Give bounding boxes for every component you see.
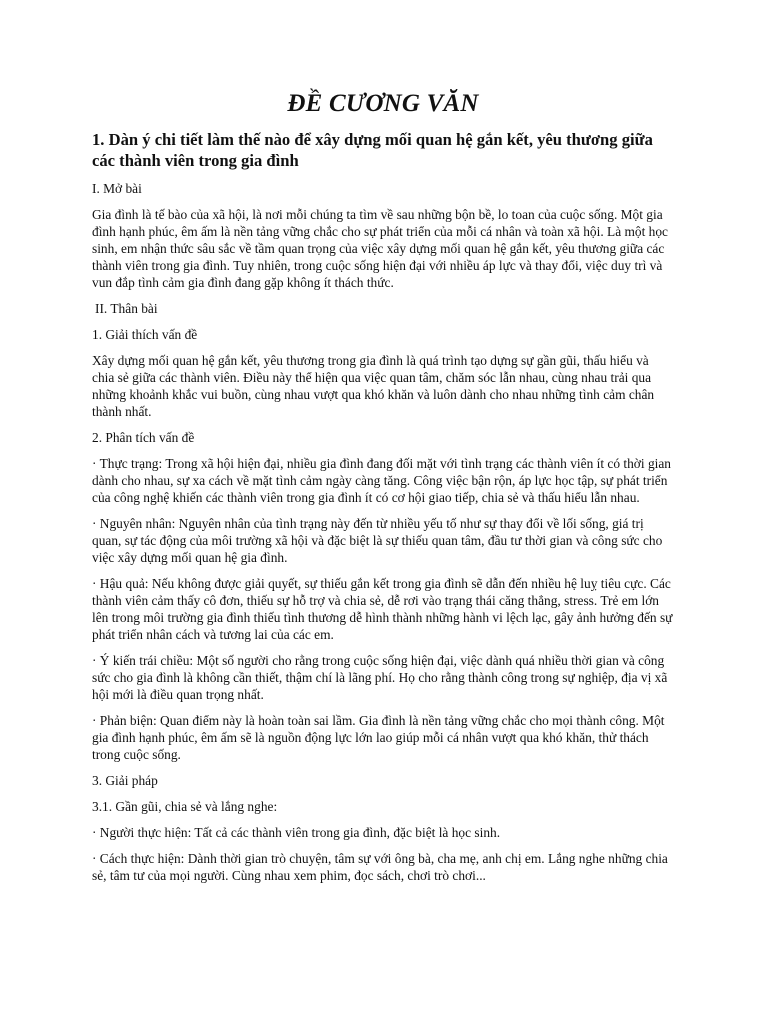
paragraph-intro: Gia đình là tế bào của xã hội, là nơi mỗi chúng ta tìm về sau những bộn bề, lo toan của cuộc sống. Một gia đình hạnh phúc, êm ấm là nền tảng vững chắc cho sự phát triển của mỗi cá nhân và toàn xã hội. Là một học sinh, em nhận thức sâu sắc về tầm quan trọng của việc xây dựng mối quan hệ gắn kết, yêu thương giữa các thành viên trong gia đình. Tuy nhiên, trong cuộc sống hiện đại với nhiều áp lực và thay đổi, việc duy trì và vun đắp tình cảm gia đình đang gặp không ít thách thức. [92,207,668,290]
paragraph-rebuttal: · Phản biện: Quan điểm này là hoàn toàn sai lầm. Gia đình là nền tảng vững chắc cho mọi thành công. Một gia đình hạnh phúc, êm ấm sẽ là nguồn động lực lớn lao giúp mỗi cá nhân vượt qua khó khăn, thử thách trong cuộc sống. [92,713,665,762]
subsection-label-explain: 1. Giải thích vấn đề [92,327,198,342]
subsection-label-analysis: 2. Phân tích vấn đề [92,430,195,445]
document-page [92,84,674,893]
paragraph-who: · Người thực hiện: Tất cả các thành viên trong gia đình, đặc biệt là học sinh. [92,825,501,840]
paragraph-consequences: · Hậu quả: Nếu không được giải quyết, sự thiếu gắn kết trong gia đình sẽ dẫn đến nhiều hệ luỵ tiêu cực. Các thành viên cảm thấy cô đơn, thiếu sự hỗ trợ và chia sẻ, dễ rơi vào trạng thái căng thẳng, stress. Trẻ em lớn lên trong môi trường gia đình thiếu tình thương dễ hình thành những hành vi lệch lạc, gây ảnh hưởng đến sự phát triển nhân cách và tương lai của các em. [92,576,673,642]
paragraph-opposing-view: · Ý kiến trái chiều: Một số người cho rằng trong cuộc sống hiện đại, việc dành quá nhiều thời gian và công sức cho gia đình là không cần thiết, thậm chí là lãng phí. Họ cho rằng thành công trong sự nghiệp, địa vị xã hội mới là điều quan trọng nhất. [92,653,668,702]
section-heading: 1. Dàn ý chi tiết làm thế nào để xây dựng mối quan hệ gắn kết, yêu thương giữa các thành viên trong gia đình [92,130,653,170]
document-title: ĐỀ CƯƠNG VĂN [287,90,479,117]
subsection-label-solution: 3. Giải pháp [92,773,158,788]
paragraph-explain: Xây dựng mối quan hệ gắn kết, yêu thương trong gia đình là quá trình tạo dựng sự gần gũi, thấu hiểu và chia sẻ giữa các thành viên. Điều này thể hiện qua việc quan tâm, chăm sóc lẫn nhau, cùng nhau trải qua những khoảnh khắc vui buồn, cùng nhau vượt qua khó khăn và luôn dành cho nhau những tình cảm chân thành nhất. [92,353,655,419]
paragraph-how: · Cách thực hiện: Dành thời gian trò chuyện, tâm sự với ông bà, cha mẹ, anh chị em. Lắng nghe những chia sẻ, tâm tư của mọi người. Cùng nhau xem phim, đọc sách, chơi trò chơi... [92,851,668,883]
section-label-intro: I. Mở bài [92,181,142,196]
paragraph-causes: · Nguyên nhân: Nguyên nhân của tình trạng này đến từ nhiều yếu tố như sự thay đổi về lối sống, giá trị quan, sự tác động của môi trường xã hội và đặc biệt là sự thiếu quan tâm, đầu tư thời gian và công sức cho việc xây dựng mối quan hệ gia đình. [92,516,663,565]
section-label-body: II. Thân bài [95,301,158,316]
paragraph-status: · Thực trạng: Trong xã hội hiện đại, nhiều gia đình đang đối mặt với tình trạng các thành viên ít có thời gian dành cho nhau, sự xa cách về mặt tình cảm ngày càng tăng. Công việc bận rộn, áp lực học tập, sự phát triển của công nghệ khiến các thành viên trong gia đình ít có cơ hội giao tiếp, chia sẻ và thấu hiểu lẫn nhau. [92,456,672,505]
subsection-label-solution-1: 3.1. Gần gũi, chia sẻ và lắng nghe: [92,799,278,814]
